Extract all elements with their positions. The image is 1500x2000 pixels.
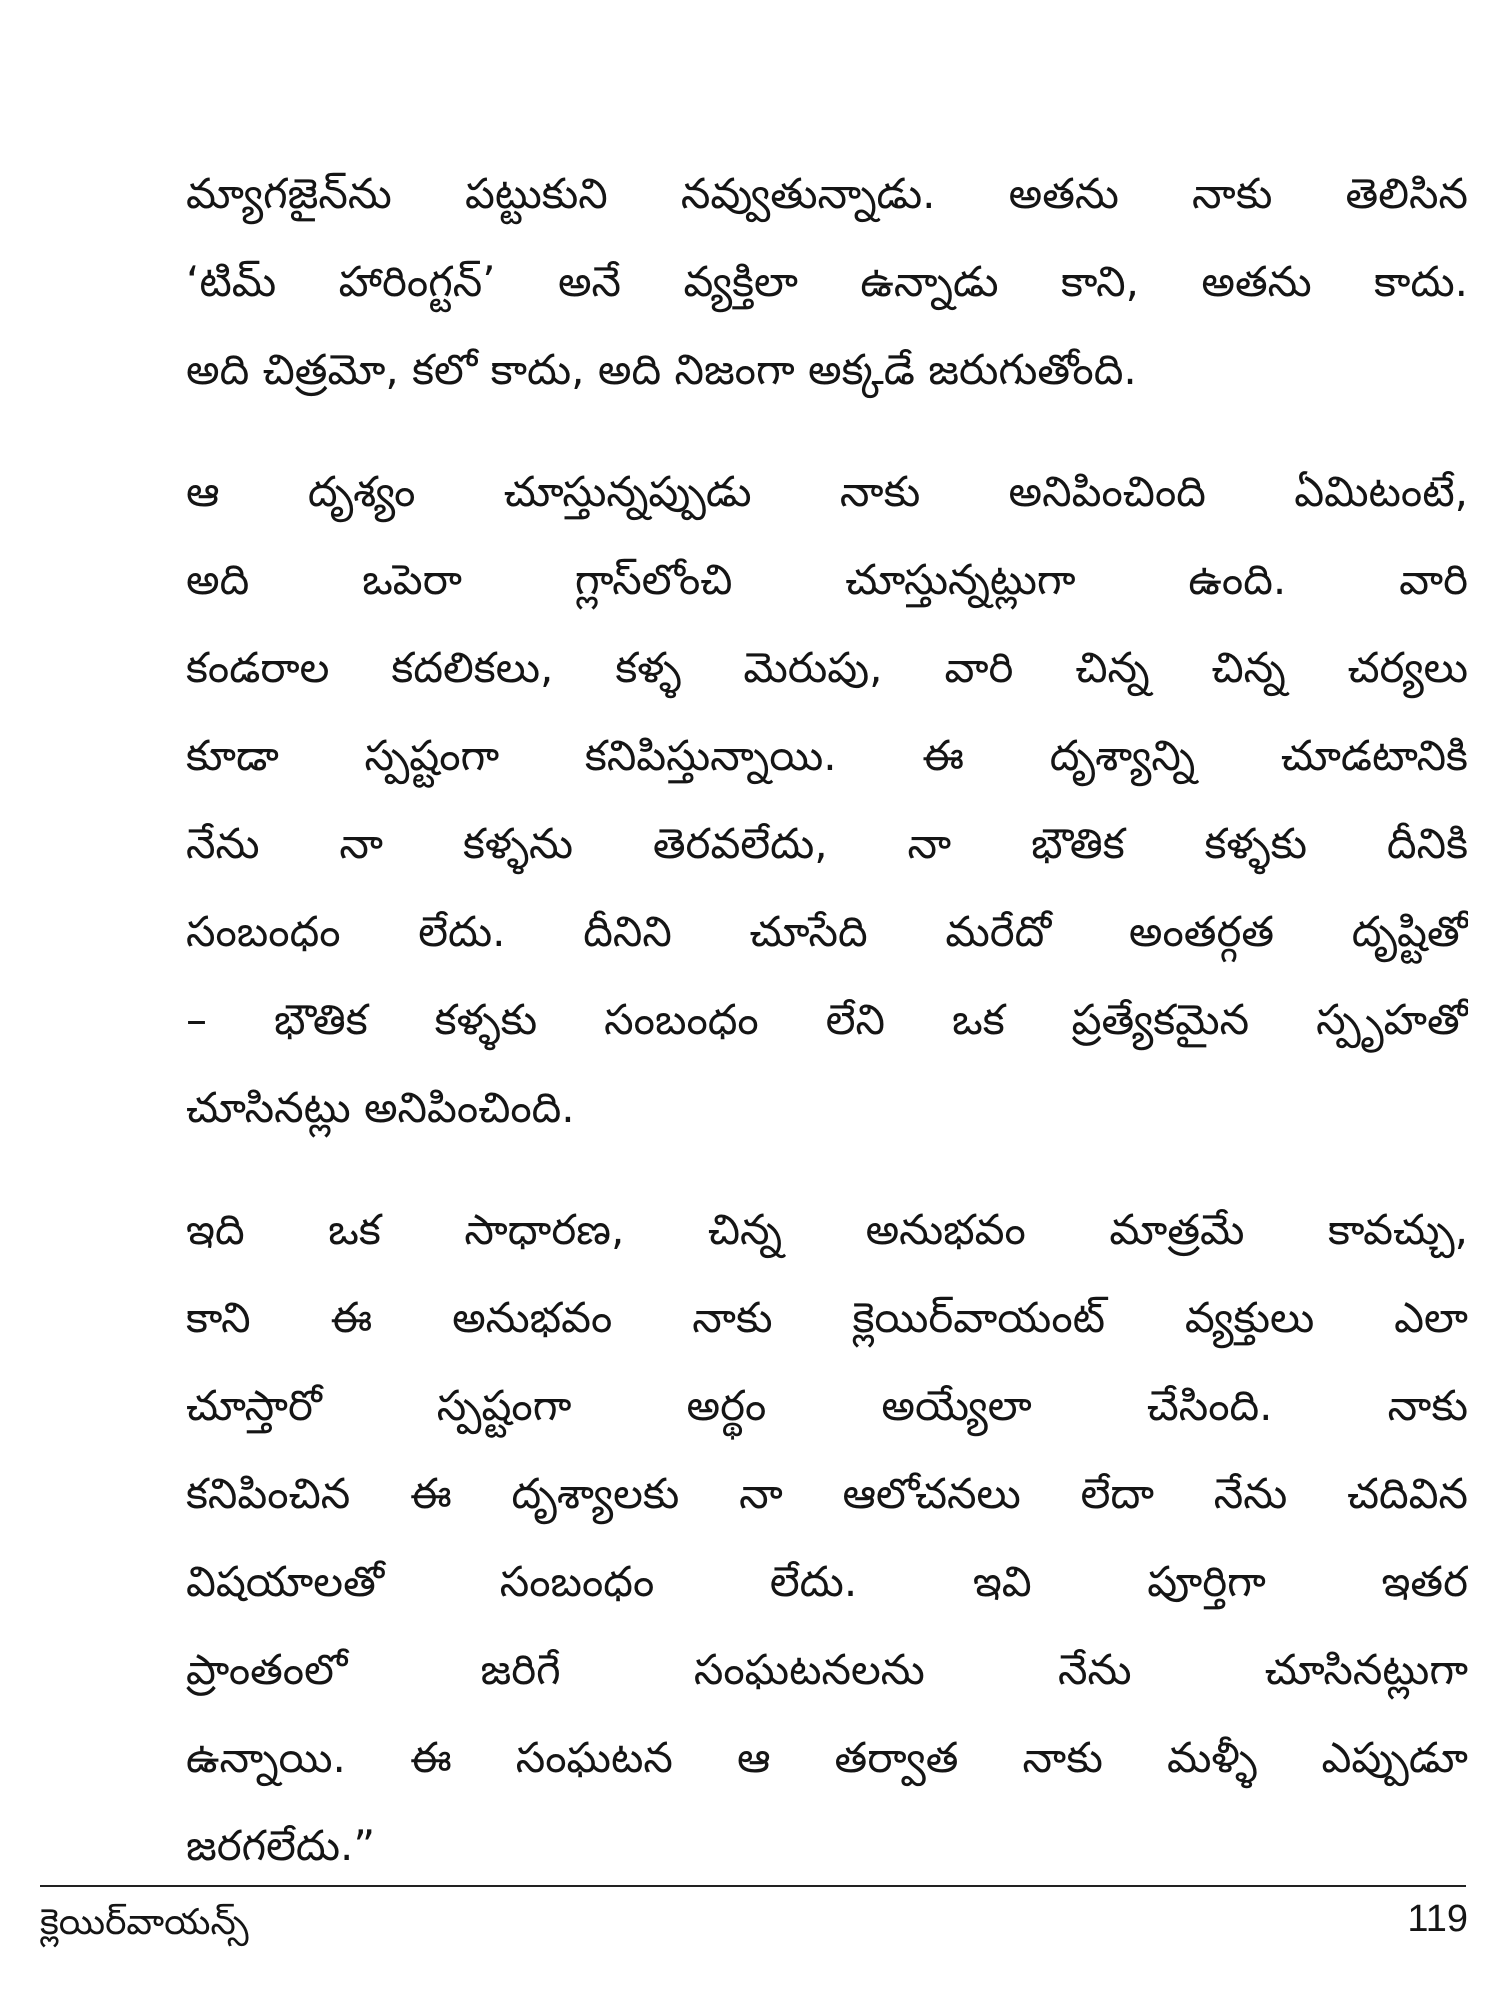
paragraph-gap bbox=[186, 414, 1468, 448]
text-line: ప్రాంతంలో జరిగే సంఘటనలను నేను చూసినట్లుగా bbox=[186, 1645, 1468, 1694]
page-number: 119 bbox=[1407, 1898, 1468, 1940]
paragraph-gap bbox=[186, 1152, 1468, 1186]
text-line: విషయాలతో సంబంధం లేదు. ఇవి పూర్తిగా ఇతర bbox=[186, 1557, 1468, 1606]
text-line: నేను నా కళ్ళను తెరవలేదు, నా భౌతిక కళ్ళకు దీనికి bbox=[186, 819, 1468, 868]
text-line: జరగలేదు.” bbox=[186, 1821, 376, 1870]
paragraph-1 bbox=[186, 150, 1468, 414]
footer-rule bbox=[40, 1885, 1466, 1887]
text-line: కూడా స్పష్టంగా కనిపిస్తున్నాయి. ఈ దృశ్యాన్ని చూడటానికి bbox=[186, 731, 1468, 780]
text-line: ఉన్నాయి. ఈ సంఘటన ఆ తర్వాత నాకు మళ్ళీ ఎప్పుడూ bbox=[186, 1733, 1468, 1782]
text-line: కాని ఈ అనుభవం నాకు క్లెయిర్‌వాయంట్ వ్యక్తులు ఎలా bbox=[186, 1293, 1468, 1342]
text-line: కనిపించిన ఈ దృశ్యాలకు నా ఆలోచనలు లేదా నేను చదివిన bbox=[186, 1469, 1468, 1518]
running-title: క్లెయిర్‌వాయన్స్ bbox=[40, 1902, 249, 1943]
text-line: అది ఒపెరా గ్లాస్‌లోంచి చూస్తున్నట్లుగా ఉంది. వారి bbox=[186, 555, 1468, 604]
text-line: సంబంధం లేదు. దీనిని చూసేది మరేదో అంతర్గత దృష్టితో bbox=[186, 907, 1468, 956]
text-line: చూసినట్లు అనిపించింది. bbox=[186, 1083, 575, 1132]
text-line: ఇది ఒక సాధారణ, చిన్న అనుభవం మాత్రమే కావచ్చు, bbox=[186, 1205, 1468, 1254]
text-line: ‘టిమ్ హారింగ్టన్’ అనే వ్యక్తిలా ఉన్నాడు కాని, అతను కాదు. bbox=[186, 257, 1468, 306]
text-line: ఆ దృశ్యం చూస్తున్నప్పుడు నాకు అనిపించింది ఏమిటంటే, bbox=[186, 467, 1468, 516]
text-line: చూస్తారో స్పష్టంగా అర్థం అయ్యేలా చేసింది. నాకు bbox=[186, 1381, 1468, 1430]
paragraph-2 bbox=[186, 448, 1468, 1152]
text-line: మ్యాగజైన్‌ను పట్టుకుని నవ్వుతున్నాడు. అతను నాకు తెలిసిన bbox=[186, 169, 1468, 218]
text-line: – భౌతిక కళ్ళకు సంబంధం లేని ఒక ప్రత్యేకమైన స్పృహతో bbox=[186, 995, 1468, 1044]
text-line: కండరాల కదలికలు, కళ్ళ మెరుపు, వారి చిన్న చిన్న చర్యలు bbox=[186, 643, 1468, 692]
paragraph-3 bbox=[186, 1186, 1468, 1890]
page-body bbox=[186, 150, 1468, 1890]
text-line: అది చిత్రమో, కలో కాదు, అది నిజంగా అక్కడే జరుగుతోంది. bbox=[186, 345, 1137, 394]
